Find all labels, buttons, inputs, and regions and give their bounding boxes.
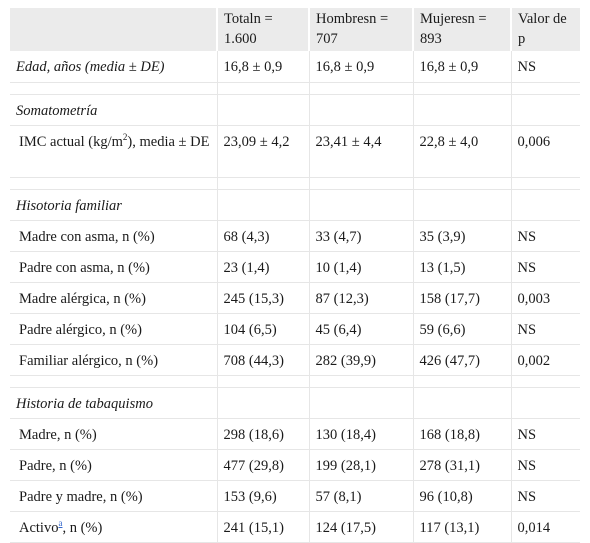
- header-empty-cell: [10, 8, 217, 51]
- table-row-madre-alergica: [10, 282, 580, 313]
- row-label: Edad, años (media ± DE): [10, 51, 217, 82]
- table-row-imc: [10, 125, 580, 177]
- header-hombres: [309, 8, 413, 51]
- cell-mujeres: 117 (13,1): [413, 511, 511, 542]
- row-label: Padre con asma, n (%): [10, 251, 217, 282]
- cell-mujeres: 158 (17,7): [413, 282, 511, 313]
- cell-total: 153 (9,6): [217, 480, 309, 511]
- activo-label-pre: Activo: [19, 519, 59, 536]
- section-row-somatometria: [10, 94, 580, 125]
- cell-mujeres: 13 (1,5): [413, 251, 511, 282]
- cell-p: 0,003: [511, 282, 580, 313]
- cell-p: 0,014: [511, 511, 580, 542]
- cell-mujeres: 16,8 ± 0,9: [413, 51, 511, 82]
- cell-p: NS: [511, 220, 580, 251]
- cell-mujeres: 278 (31,1): [413, 449, 511, 480]
- cell-p: NS: [511, 313, 580, 344]
- cell-mujeres: 35 (3,9): [413, 220, 511, 251]
- section-label: Somatometría: [10, 94, 217, 125]
- cell-hombres: 57 (8,1): [309, 480, 413, 511]
- cell-hombres: 16,8 ± 0,9: [309, 51, 413, 82]
- cell-hombres: 33 (4,7): [309, 220, 413, 251]
- cell-mujeres: 22,8 ± 4,0: [413, 125, 511, 177]
- table-row-padre-madre: [10, 480, 580, 511]
- cell-hombres: 130 (18,4): [309, 418, 413, 449]
- header-mujeres: [413, 8, 511, 51]
- header-mujeres-line2: 893: [420, 31, 442, 47]
- table-row-madre: [10, 418, 580, 449]
- cell-mujeres: 96 (10,8): [413, 480, 511, 511]
- row-label: Padre y madre, n (%): [10, 480, 217, 511]
- row-label: Familiar alérgico, n (%): [10, 344, 217, 375]
- cell-p: NS: [511, 251, 580, 282]
- header-hombres-line2: 707: [316, 31, 338, 47]
- cell-mujeres: 168 (18,8): [413, 418, 511, 449]
- imc-label-sup: 2: [122, 131, 128, 142]
- data-table: [10, 8, 580, 543]
- table-row-familiar-alergico: [10, 344, 580, 375]
- cell-p: NS: [511, 480, 580, 511]
- header-row: [10, 8, 580, 51]
- header-total: [217, 8, 309, 51]
- cell-p: 0,006: [511, 125, 580, 177]
- activo-label-post: , n (%): [62, 519, 103, 536]
- cell-p: NS: [511, 51, 580, 82]
- row-label: Madre, n (%): [10, 418, 217, 449]
- table-row-padre-asma: [10, 251, 580, 282]
- spacer-row: [10, 375, 580, 387]
- cell-total: 477 (29,8): [217, 449, 309, 480]
- data-table-container: [10, 8, 580, 543]
- cell-total: 68 (4,3): [217, 220, 309, 251]
- row-label: Madre alérgica, n (%): [10, 282, 217, 313]
- cell-hombres: 282 (39,9): [309, 344, 413, 375]
- footnote-link[interactable]: a: [58, 517, 63, 528]
- cell-hombres: 45 (6,4): [309, 313, 413, 344]
- header-total-line2: 1.600: [224, 31, 257, 47]
- cell-hombres: 10 (1,4): [309, 251, 413, 282]
- row-label: [10, 125, 217, 177]
- cell-mujeres: 426 (47,7): [413, 344, 511, 375]
- cell-total: 241 (15,1): [217, 511, 309, 542]
- section-label: Hisotoria familiar: [10, 189, 217, 220]
- cell-total: 708 (44,3): [217, 344, 309, 375]
- cell-total: 104 (6,5): [217, 313, 309, 344]
- cell-hombres: 87 (12,3): [309, 282, 413, 313]
- row-label: Madre con asma, n (%): [10, 220, 217, 251]
- cell-mujeres: 59 (6,6): [413, 313, 511, 344]
- cell-hombres: 124 (17,5): [309, 511, 413, 542]
- table-row-activo: [10, 511, 580, 542]
- header-p-line1: Valor de: [518, 11, 567, 27]
- spacer-row: [10, 82, 580, 94]
- row-label: Padre, n (%): [10, 449, 217, 480]
- table-row-edad: [10, 51, 580, 82]
- header-total-line1: Totaln =: [224, 11, 273, 27]
- header-hombres-line1: Hombresn =: [316, 11, 389, 27]
- header-mujeres-line1: Mujeresn =: [420, 11, 487, 27]
- cell-hombres: 23,41 ± 4,4: [309, 125, 413, 177]
- imc-label-pre: IMC actual (kg/m: [19, 133, 123, 150]
- header-p-line2: p: [518, 31, 526, 47]
- section-row-historia-familiar: [10, 189, 580, 220]
- section-row-historia-tabaquismo: [10, 387, 580, 418]
- cell-total: 23,09 ± 4,2: [217, 125, 309, 177]
- cell-p: NS: [511, 418, 580, 449]
- cell-p: 0,002: [511, 344, 580, 375]
- header-p-value: [511, 8, 580, 51]
- table-row-madre-asma: [10, 220, 580, 251]
- row-label: [10, 511, 217, 542]
- cell-hombres: 199 (28,1): [309, 449, 413, 480]
- spacer-row: [10, 177, 580, 189]
- row-label: Padre alérgico, n (%): [10, 313, 217, 344]
- section-label: Historia de tabaquismo: [10, 387, 217, 418]
- table-row-padre: [10, 449, 580, 480]
- cell-p: NS: [511, 449, 580, 480]
- imc-label-post: ), media ± DE: [127, 133, 210, 150]
- cell-total: 245 (15,3): [217, 282, 309, 313]
- table-row-padre-alergico: [10, 313, 580, 344]
- cell-total: 298 (18,6): [217, 418, 309, 449]
- cell-total: 16,8 ± 0,9: [217, 51, 309, 82]
- cell-total: 23 (1,4): [217, 251, 309, 282]
